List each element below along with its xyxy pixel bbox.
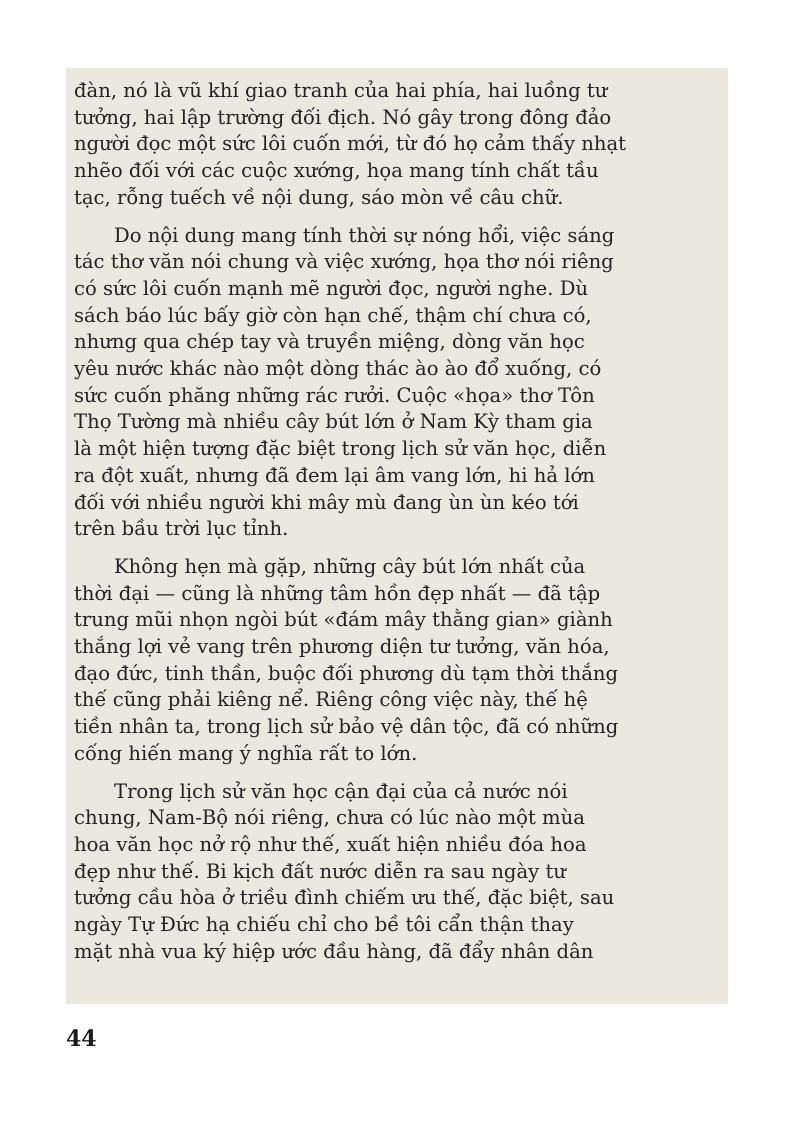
text-line: Trong lịch sử văn học cận đại của cả nước nói bbox=[114, 779, 568, 803]
text-line: thời đại — cũng là những tâm hồn đẹp nhất — đã tập bbox=[74, 581, 601, 605]
text-line: thế cũng phải kiêng nể. Riêng công việc này, thế hệ bbox=[74, 688, 588, 712]
text-line: Do nội dung mang tính thời sự nóng hổi, việc sáng bbox=[114, 223, 615, 247]
text-line: Không hẹn mà gặp, những cây bút lớn nhất của bbox=[114, 554, 586, 578]
text-line: thắng lợi vẻ vang trên phương diện tư tưởng, văn hóa, bbox=[74, 635, 610, 659]
paragraph-2 bbox=[74, 223, 722, 543]
paragraph-4 bbox=[74, 779, 722, 966]
text-line: tiền nhân ta, trong lịch sử bảo vệ dân tộc, đã có những bbox=[74, 715, 619, 739]
text-line: sức cuốn phăng những rác rưởi. Cuộc «họa» thơ Tôn bbox=[74, 383, 595, 407]
text-line: trung mũi nhọn ngòi bút «đám mây thằng gian» giành bbox=[74, 608, 613, 632]
text-line: nhưng qua chép tay và truyền miệng, dòng văn học bbox=[74, 330, 585, 354]
text-line: yêu nước khác nào một dòng thác ào ào đổ xuống, có bbox=[74, 357, 602, 381]
text-line: nhẽo đối với các cuộc xướng, họa mang tính chất tầu bbox=[74, 159, 599, 183]
text-line: hoa văn học nở rộ như thế, xuất hiện nhiều đóa hoa bbox=[74, 832, 587, 856]
text-line: đẹp như thế. Bi kịch đất nước diễn ra sau ngày tư bbox=[74, 859, 566, 883]
page-number: 44 bbox=[66, 1026, 97, 1052]
text-line: ngày Tự Đức hạ chiếu chỉ cho bề tôi cẩn thận thay bbox=[74, 913, 574, 937]
text-line: tưởng, hai lập trường đối địch. Nó gây trong đông đảo bbox=[74, 105, 612, 129]
paragraph-1 bbox=[74, 78, 722, 212]
text-line: sách báo lúc bấy giờ còn hạn chế, thậm chí chưa có, bbox=[74, 303, 592, 327]
text-line: tưởng cầu hòa ở triều đình chiếm ưu thế, đặc biệt, sau bbox=[74, 886, 615, 910]
text-line: ra đột xuất, nhưng đã đem lại âm vang lớn, hi hả lớn bbox=[74, 463, 595, 487]
text-line: là một hiện tượng đặc biệt trong lịch sử văn học, diễn bbox=[74, 437, 607, 461]
text-line: đàn, nó là vũ khí giao tranh của hai phía, hai luồng tư bbox=[74, 79, 608, 102]
text-line: cống hiến mang ý nghĩa rất to lớn. bbox=[74, 741, 418, 765]
paragraph-3 bbox=[74, 554, 722, 768]
text-line: người đọc một sức lôi cuốn mới, từ đó họ cảm thấy nhạt bbox=[74, 132, 627, 156]
text-line: chung, Nam-Bộ nói riêng, chưa có lúc nào một mùa bbox=[74, 806, 585, 830]
text-line: mặt nhà vua ký hiệp ước đầu hàng, đã đẩy nhân dân bbox=[74, 939, 594, 963]
text-line: đối với nhiều người khi mây mù đang ùn ùn kéo tới bbox=[74, 490, 579, 514]
text-line: đạo đức, tinh thần, buộc đối phương dù tạm thời thắng bbox=[74, 661, 619, 685]
text-line: tác thơ văn nói chung và việc xướng, họa thơ nói riêng bbox=[74, 250, 614, 274]
text-line: có sức lôi cuốn mạnh mẽ người đọc, người nghe. Dù bbox=[74, 276, 589, 300]
text-line: Thọ Tường mà nhiều cây bút lớn ở Nam Kỳ tham gia bbox=[74, 410, 593, 434]
text-line: trên bầu trời lục tỉnh. bbox=[74, 517, 289, 541]
text-line: tạc, rỗng tuếch về nội dung, sáo mòn về câu chữ. bbox=[74, 185, 564, 209]
body-text bbox=[74, 78, 722, 977]
scanned-page bbox=[66, 68, 728, 1004]
